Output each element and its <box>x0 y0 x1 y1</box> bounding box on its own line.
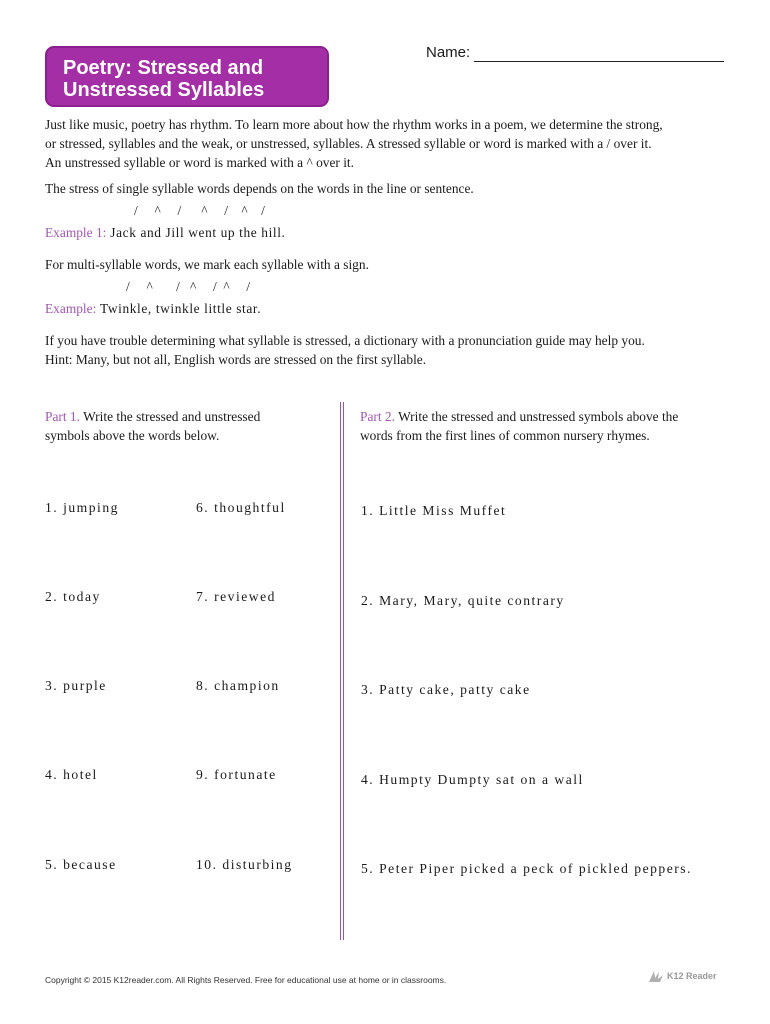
column-divider <box>340 402 344 940</box>
part2-label: Part 2. <box>360 409 395 424</box>
intro-line-3: An unstressed syllable or word is marked with a ^ over it. <box>45 155 354 170</box>
part1-label: Part 1. <box>45 409 80 424</box>
example1-label: Example 1: <box>45 225 107 240</box>
part1-word: 5. because <box>45 857 117 872</box>
part1-word: 2. today <box>45 589 101 604</box>
dictionary-hint <box>45 331 735 369</box>
hint-line-2: Hint: Many, but not all, English words are stressed on the first syllable. <box>45 352 427 367</box>
logo-text: K12 Reader <box>667 971 717 981</box>
example1-stress-marks: / ^ / ^ / ^ / <box>134 203 265 218</box>
title-line-2: Unstressed Syllables <box>63 79 265 101</box>
part2-instr-line-2: words from the first lines of common nursery rhymes. <box>360 428 650 443</box>
part1-word: 4. hotel <box>45 767 98 782</box>
intro-paragraph <box>45 115 735 172</box>
title-line-1: Poetry: Stressed and <box>63 57 264 79</box>
part1-word: 1. jumping <box>45 500 119 515</box>
example2 <box>45 299 735 318</box>
part1-word: 8. champion <box>196 678 280 693</box>
multi-syllable-note: For multi-syllable words, we mark each syllable with a sign. <box>45 257 369 272</box>
name-blank-line[interactable] <box>474 61 724 62</box>
copyright-footer: Copyright © 2015 K12reader.com. All Rights Reserved. Free for educational use at home or in classrooms. <box>45 975 447 985</box>
worksheet-title-banner <box>45 46 329 107</box>
example1 <box>45 223 735 242</box>
part1-word: 7. reviewed <box>196 589 276 604</box>
example2-stress-marks: / ^ / ^ / ^ / <box>126 279 251 294</box>
k12reader-logo <box>648 969 717 983</box>
part2-rhyme-line: 1. Little Miss Muffet <box>361 503 507 518</box>
intro-line-1: Just like music, poetry has rhythm. To learn more about how the rhythm works in a poem, we determine the strong, <box>45 117 663 132</box>
example2-text: Twinkle, twinkle little star. <box>96 301 262 316</box>
part2-rhyme-line: 4. Humpty Dumpty sat on a wall <box>361 772 584 787</box>
part1-word: 9. fortunate <box>196 767 277 782</box>
part1-word: 10. disturbing <box>196 857 293 872</box>
example1-text: Jack and Jill went up the hill. <box>106 225 286 240</box>
part2-instr-line-1: Write the stressed and unstressed symbols above the <box>394 409 679 424</box>
part1-instr-line-2: symbols above the words below. <box>45 428 220 443</box>
part1-instructions <box>45 407 325 445</box>
part1-word: 3. purple <box>45 678 107 693</box>
example2-label: Example: <box>45 301 97 316</box>
part1-instr-line-1: Write the stressed and unstressed <box>79 409 261 424</box>
part2-instructions <box>360 407 740 445</box>
part1-word: 6. thoughtful <box>196 500 286 515</box>
part2-rhyme-line: 5. Peter Piper picked a peck of pickled peppers. <box>361 861 692 876</box>
single-syllable-note: The stress of single syllable words depends on the words in the line or sentence. <box>45 181 474 196</box>
part2-rhyme-line: 3. Patty cake, patty cake <box>361 682 531 697</box>
name-label: Name: <box>426 44 471 61</box>
intro-line-2: or stressed, syllables and the weak, or unstressed, syllables. A stressed syllable or word is marked with a / over it. <box>45 136 652 151</box>
hint-line-1: If you have trouble determining what syllable is stressed, a dictionary with a pronunciation guide may help you. <box>45 333 645 348</box>
leaf-icon <box>648 969 664 983</box>
part2-rhyme-line: 2. Mary, Mary, quite contrary <box>361 593 565 608</box>
